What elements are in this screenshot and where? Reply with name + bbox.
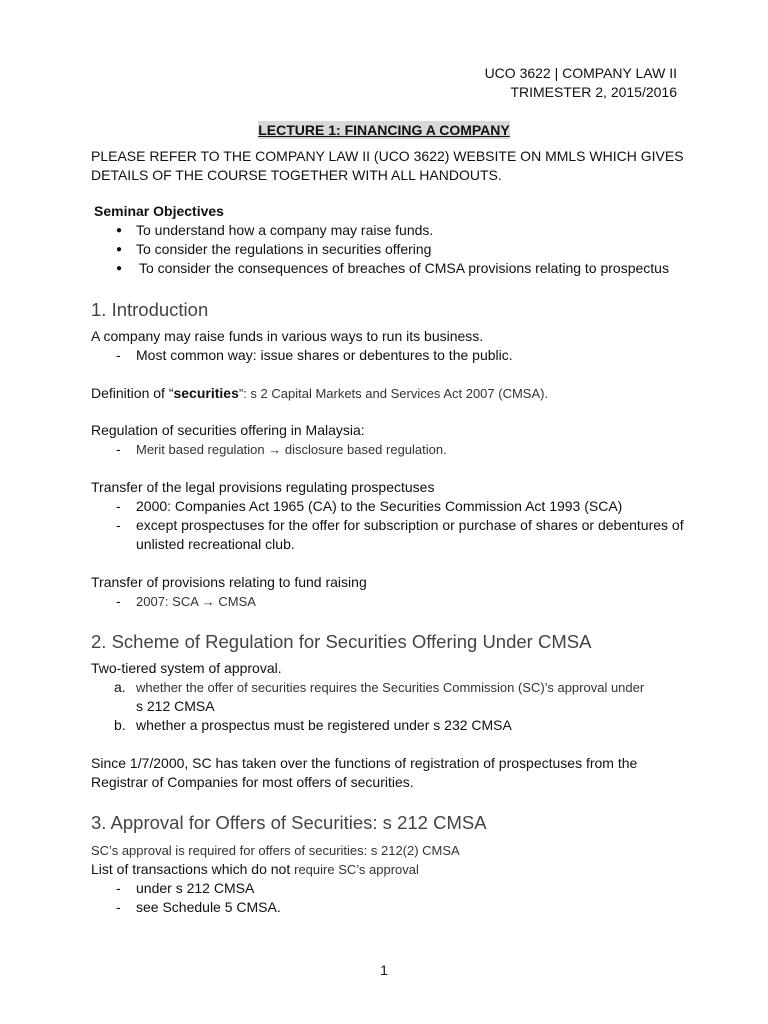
s2-since-2: Registrar of Companies for most offers of securities. — [91, 774, 414, 790]
s1-transfer: Transfer of the legal provisions regulating prospectuses — [91, 479, 435, 495]
s3-dash-2: - see Schedule 5 CMSA. — [116, 899, 281, 915]
page-number: 1 — [380, 962, 388, 978]
bullet-icon: ● — [116, 244, 123, 255]
s1-dash-3: - 2000: Companies Act 1965 (CA) to the Securities Commission Act 1993 (SCA) — [116, 498, 623, 514]
notice-line-1: PLEASE REFER TO THE COMPANY LAW II (UCO 3622) WEBSITE ON MMLS WHICH GIVES — [91, 148, 684, 164]
seminar-bullet-2: ● To consider the regulations in securities offering — [116, 241, 432, 257]
section-3-heading: 3. Approval for Offers of Securities: s 212 CMSA — [91, 812, 487, 833]
s2-intro: Two-tiered system of approval. — [91, 660, 282, 676]
seminar-heading: Seminar Objectives — [94, 203, 224, 219]
s2-since-1: Since 1/7/2000, SC has taken over the functions of registration of prospectuses from the — [91, 755, 638, 771]
s1-dash-4: - except prospectuses for the offer for subscription or purchase of shares or debentures of — [116, 517, 684, 533]
s3-dash-1: - under s 212 CMSA — [116, 880, 255, 896]
s1-dash-5: - 2007: SCA → CMSA — [116, 593, 256, 609]
lecture-title: LECTURE 1: FINANCING A COMPANY — [258, 122, 510, 138]
s2-item-a-cont: s 212 CMSA — [136, 698, 215, 714]
bullet-icon: ● — [116, 263, 123, 274]
notice-line-2: DETAILS OF THE COURSE TOGETHER WITH ALL HANDOUTS. — [91, 167, 502, 183]
s1-definition: Definition of “securities”: s 2 Capital Markets and Services Act 2007 (CMSA). — [91, 385, 549, 401]
s1-dash-1: - Most common way: issue shares or debentures to the public. — [116, 347, 513, 363]
trimester: TRIMESTER 2, 2015/2016 — [510, 84, 677, 100]
seminar-bullet-3: ● To consider the consequences of breaches of CMSA provisions relating to prospectus — [116, 260, 669, 276]
s2-item-a: a. whether the offer of securities requires the Securities Commission (SC)’s approval under — [114, 679, 645, 695]
bullet-icon: ● — [116, 225, 123, 236]
s1-para-1: A company may raise funds in various ways to run its business. — [91, 328, 484, 344]
s2-item-b: b. whether a prospectus must be registered under s 232 CMSA — [114, 717, 512, 733]
s1-dash-2: - Merit based regulation → disclosure based regulation. — [116, 441, 447, 457]
s1-dash-4-cont: unlisted recreational club. — [136, 536, 295, 552]
securities-term: securities — [173, 385, 239, 401]
lecture-title-wrap — [0, 121, 768, 140]
s1-fund-raising: Transfer of provisions relating to fund raising — [91, 574, 367, 590]
section-1-heading: 1. Introduction — [91, 299, 209, 320]
s3-line-1: SC’s approval is required for offers of securities: s 212(2) CMSA — [91, 843, 460, 858]
course-code: UCO 3622 | COMPANY LAW II — [484, 65, 677, 81]
seminar-bullet-1: ● To understand how a company may raise funds. — [116, 222, 434, 238]
s1-regulation: Regulation of securities offering in Malaysia: — [91, 422, 365, 438]
s3-line-2: List of transactions which do not require SC’s approval — [91, 861, 419, 877]
section-2-heading: 2. Scheme of Regulation for Securities Offering Under CMSA — [91, 631, 592, 652]
